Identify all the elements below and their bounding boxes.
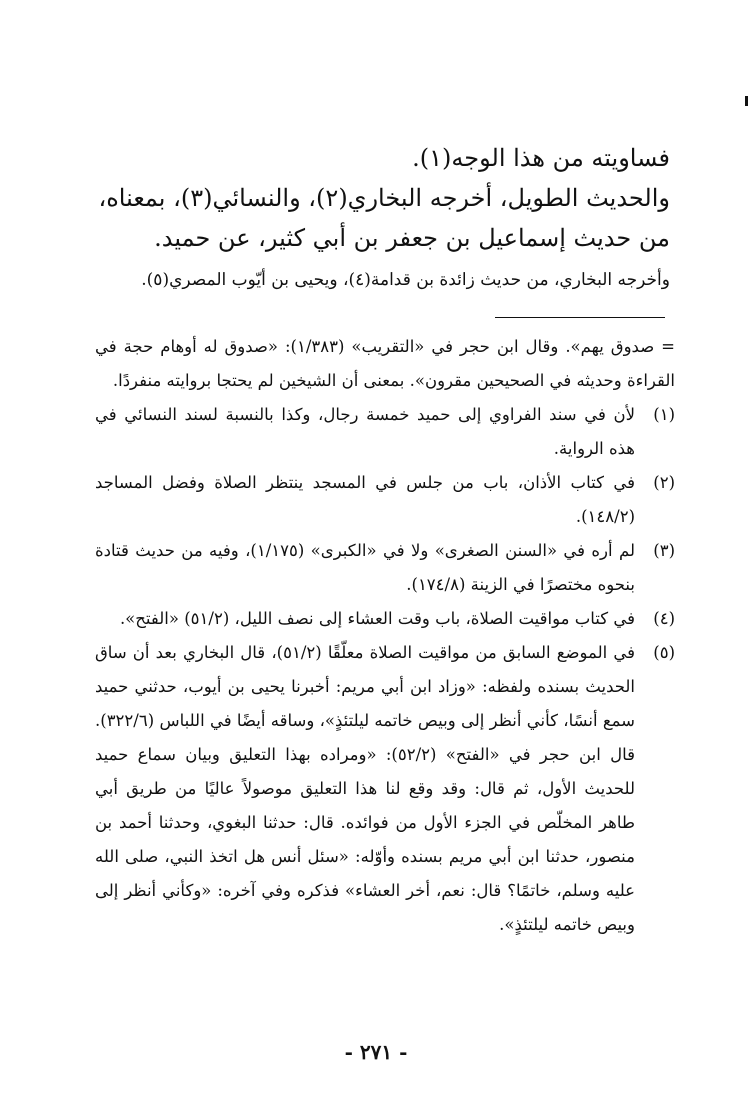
footnote [95, 466, 675, 534]
footnote-number: (٥) [653, 643, 675, 662]
page-number: - ٢٧١ - [344, 1040, 408, 1064]
main-line: والحديث الطويل، أخرجه البخاري(٢)، والنسائي(٣)، بمعناه، [98, 184, 670, 212]
footnote-text: في كتاب الأذان، باب من جلس في المسجد ينتظر الصلاة وفضل المساجد (١٤٨/٢). [95, 473, 635, 526]
footnote [95, 534, 675, 602]
footnote-number: (١) [653, 405, 675, 424]
footnotes [95, 330, 675, 942]
footnote-number: (٤) [653, 609, 675, 628]
footnote-text: لم أره في «السنن الصغرى» ولا في «الكبرى» (١/١٧٥)، وفيه من حديث قتادة بنحوه مختصرًا في الزينة (١٧٤/٨). [95, 541, 635, 594]
footnote-divider [495, 317, 665, 318]
margin-mark [745, 96, 748, 106]
footnote-text: في الموضع السابق من مواقيت الصلاة معلّقًا (٥١/٢)، قال البخاري بعد أن ساق الحديث بسنده ولفظه: «وزاد ابن أبي مريم: أخبرنا يحيى بن أيوب، حدثني حميد سمع أنسًا، كأني أنظر إلى وبيص خاتمه ليلتئذٍ»، وساقه أيضًا في اللباس (٣٢٢/٦). قال ابن حجر في «الفتح» (٥٢/٢): «ومراده بهذا التعليق وبيان سماع حميد للحديث الأول، ثم قال: وقد وقع لنا هذا التعليق موصولاً عاليًا من طريق أبي طاهر المخلّص في الجزء الأول من فوائده. قال: حدثنا البغوي، وحدثنا أحمد بن منصور، حدثنا ابن أبي مريم بسنده وأوّله: «سئل أنس هل اتخذ النبي، صلى الله عليه وسلم، خاتمًا؟ قال: نعم، أخر العشاء» فذكره وفي آخره: «وكأني أنظر إلى وبيص خاتمه ليلتئذٍ». [95, 643, 635, 934]
footnote-number: (٢) [653, 473, 675, 492]
footnote-text: لأن في سند الفراوي إلى حميد خمسة رجال، وكذا بالنسبة لسند النسائي في هذه الرواية. [95, 405, 635, 458]
main-line: من حديث إسماعيل بن جعفر بن أبي كثير، عن حميد. [154, 224, 670, 252]
footnote [95, 636, 675, 942]
main-line: وأخرجه البخاري، من حديث زائدة بن قدامة(٤)، ويحيى بن أيّوب المصري(٥). [141, 270, 670, 290]
main-text [80, 138, 670, 298]
footnote [95, 398, 675, 466]
footnote-text: في كتاب مواقيت الصلاة، باب وقت العشاء إلى نصف الليل، (٥١/٢) «الفتح». [119, 609, 635, 628]
footnote-number: (٣) [653, 541, 675, 560]
footnote-continuation: = صدوق يهم». وقال ابن حجر في «التقريب» (١/٣٨٣): «صدوق له أوهام حجة في القراءة وحديثه في الصحيحين مقرون». بمعنى أن الشيخين لم يحتجا بروايته منفردًا. [95, 337, 675, 390]
footnote [95, 602, 675, 636]
main-line: فساويته من هذا الوجه(١). [412, 144, 670, 172]
